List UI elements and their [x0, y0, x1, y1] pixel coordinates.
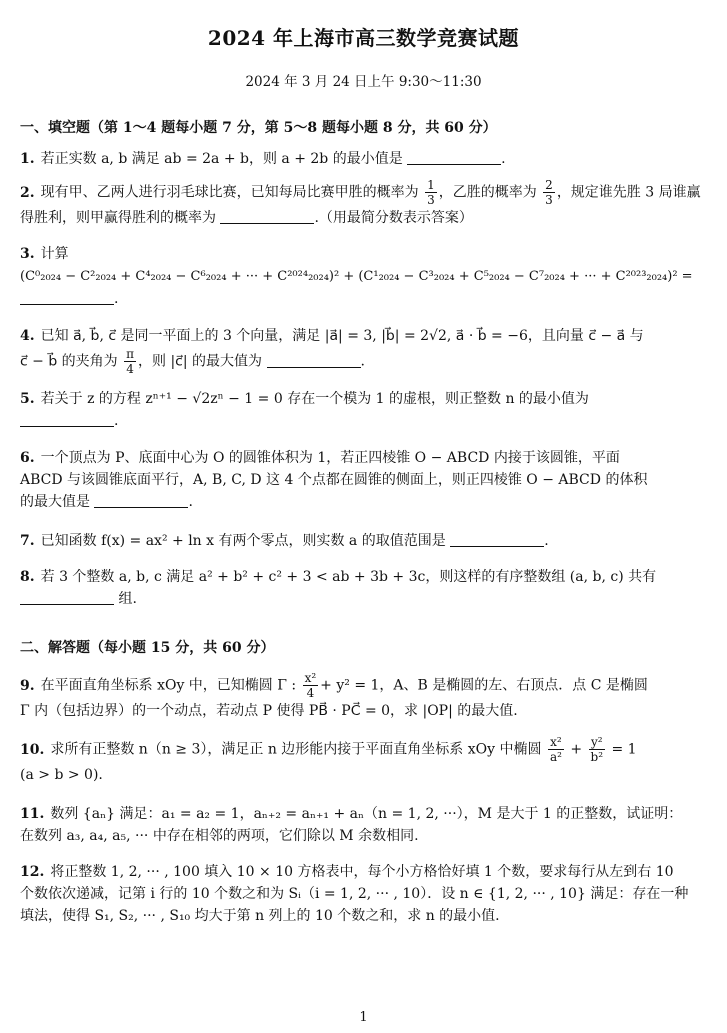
question-7	[20, 530, 710, 552]
question-number: 6.	[20, 450, 35, 466]
question-text: + y² = 1，A、B 是椭圆的左、右顶点．点 C 是椭圆	[320, 677, 648, 694]
fraction-numerator: 2	[545, 178, 553, 192]
question-text: 在平面直角坐标系 xOy 中，已知椭圆 Γ :	[40, 677, 297, 694]
question-text: 填法，使得 S₁, S₂, ··· , S₁₀ 均大于第 n 列上的 10 个数之和，求 n 的最小值.	[20, 908, 500, 924]
exam-date: 2024 年 3 月 24 日上午 9:30～11:30	[245, 74, 482, 90]
question-8	[20, 566, 710, 610]
fraction	[124, 347, 136, 376]
fraction-numerator: x²	[304, 671, 317, 685]
question-text: 若正实数 a, b 满足 ab = 2a + b，则 a + 2b 的最小值是	[40, 151, 403, 167]
question-number: 9.	[20, 677, 35, 694]
answer-blank	[450, 532, 544, 547]
page-number: 1	[359, 1010, 368, 1025]
answer-blank	[267, 353, 361, 368]
math-expression: (C⁰₂₀₂₄ − C²₂₀₂₄ + C⁴₂₀₂₄ − C⁶₂₀₂₄ + ··· + C²⁰²⁴₂₀₂₄)² + (C¹₂₀₂₄ − C³₂₀₂₄ + C⁵₂₀₂₄ − C⁷₂₀₂₄ + ··· + C²⁰²³₂₀₂₄)² =	[20, 269, 693, 284]
question-text: .（用最简分数表示答案）	[314, 210, 473, 226]
question-text: 在数列 a₃, a₄, a₅, ··· 中存在相邻的两项，它们除以 M 余数相同.	[20, 828, 419, 844]
question-text: 个数依次递减，记第 i 行的 10 个数之和为 Sᵢ（i = 1, 2, ··· , 10）．设 n ∈ {1, 2, ··· , 10} 满足：存在一种	[20, 886, 689, 902]
question-6	[20, 447, 710, 513]
page-title: 2024 年上海市高三数学竞赛试题	[207, 26, 520, 50]
fraction-denominator: 4	[306, 686, 315, 700]
answer-blank	[20, 290, 114, 305]
question-12	[20, 861, 710, 927]
question-text: 组.	[118, 591, 137, 607]
question-text: .	[501, 151, 506, 167]
question-number: 12.	[20, 864, 45, 880]
question-text: ，乙胜的概率为	[438, 184, 537, 201]
fraction-denominator: 3	[545, 193, 553, 207]
question-text: 将正整数 1, 2, ··· , 100 填入 10 × 10 方格表中，每个小方格恰好填 1 个数，要求每行从左到右 10	[50, 864, 674, 880]
fraction-denominator: 4	[126, 362, 134, 376]
fraction-numerator: x²	[548, 735, 564, 750]
question-text: 一个顶点为 P、底面中心为 O 的圆锥体积为 1，若正四棱锥 O − ABCD 内接于该圆锥，平面	[40, 450, 620, 466]
answer-blank	[220, 209, 314, 224]
section-answer-heading: 二、解答题（每小题 15 分，共 60 分）	[20, 640, 275, 656]
question-text: Γ 内（包括边界）的一个动点，若动点 P 使得 PB⃗ · PC⃗ = 0，求 |OP| 的最大值.	[20, 703, 518, 719]
question-text: 求所有正整数 n（n ≥ 3），满足正 n 边形能内接于平面直角坐标系 xOy 中椭圆	[50, 741, 542, 758]
question-number: 10.	[20, 741, 45, 758]
question-number: 3.	[20, 246, 35, 262]
question-text: 的最大值是	[20, 494, 90, 510]
question-text: 若 3 个整数 a, b, c 满足 a² + b² + c² + 3 < ab + 3b + 3c，则这样的有序整数组 (a, b, c) 共有	[40, 569, 657, 585]
question-number: 8.	[20, 569, 35, 585]
question-4	[20, 325, 710, 376]
question-text: .	[188, 494, 193, 510]
answer-blank	[20, 590, 114, 605]
question-text: 计算	[40, 246, 69, 262]
question-text: 数列 {aₙ} 满足：a₁ = a₂ = 1，aₙ₊₂ = aₙ₊₁ + aₙ（n = 1, 2, ···），M 是大于 1 的正整数，试证明：	[50, 806, 683, 822]
question-text: .	[114, 413, 119, 429]
answer-blank	[94, 493, 188, 508]
answer-blank	[20, 412, 114, 427]
question-text: .	[360, 353, 365, 370]
question-text: .	[544, 533, 549, 549]
question-5	[20, 388, 710, 432]
question-text: 现有甲、乙两人进行羽毛球比赛，已知每局比赛甲胜的概率为	[40, 184, 419, 201]
fraction	[303, 671, 319, 700]
question-number: 7.	[20, 533, 35, 549]
question-text: ABCD 与该圆锥底面平行，A, B, C, D 这 4 个点都在圆锥的侧面上，则正四棱锥 O − ABCD 的体积	[20, 472, 648, 488]
question-10	[20, 735, 710, 786]
fraction-numerator: y²	[589, 735, 606, 750]
question-number: 1.	[20, 151, 35, 167]
fraction-denominator: a²	[549, 750, 562, 764]
question-number: 4.	[20, 328, 35, 344]
question-text: c⃗ − b⃗ 的夹角为	[20, 353, 118, 370]
fraction-numerator: π	[126, 347, 135, 361]
fraction	[425, 178, 437, 207]
question-3	[20, 243, 710, 310]
question-text: 已知 a⃗, b⃗, c⃗ 是同一平面上的 3 个向量，满足 |a⃗| = 3, |b⃗| = 2√2, a⃗ · b⃗ = −6，且向量 c⃗ − a⃗ 与	[40, 328, 644, 344]
answer-blank	[407, 150, 501, 165]
fraction	[589, 735, 606, 764]
question-9	[20, 671, 710, 722]
question-text: ，则 |c⃗| 的最大值为	[138, 353, 263, 370]
fraction	[543, 178, 555, 207]
section-fill-in-heading: 一、填空题（第 1～4 题每小题 7 分，第 5～8 题每小题 8 分，共 60 分）	[20, 120, 497, 136]
math-operator: = 1	[611, 741, 637, 758]
question-text: 若关于 z 的方程 zⁿ⁺¹ − √2zⁿ − 1 = 0 存在一个模为 1 的虚根，则正整数 n 的最小值为	[40, 391, 589, 407]
question-number: 5.	[20, 391, 35, 407]
question-text: 已知函数 f(x) = ax² + ln x 有两个零点，则实数 a 的取值范围是	[40, 533, 446, 549]
question-11	[20, 803, 710, 847]
fraction-denominator: b²	[590, 750, 604, 764]
question-text: (a > b > 0).	[20, 767, 103, 783]
math-operator: +	[570, 741, 583, 758]
question-number: 2.	[20, 184, 35, 201]
question-2	[20, 178, 710, 229]
question-number: 11.	[20, 806, 45, 822]
question-text: .	[114, 291, 119, 307]
question-text: ，规定谁先胜 3 局谁赢得胜利，则甲赢得胜利的概率为	[20, 184, 701, 226]
fraction	[548, 735, 564, 764]
fraction-denominator: 3	[427, 193, 435, 207]
question-1	[20, 148, 710, 170]
fraction-numerator: 1	[427, 178, 435, 192]
